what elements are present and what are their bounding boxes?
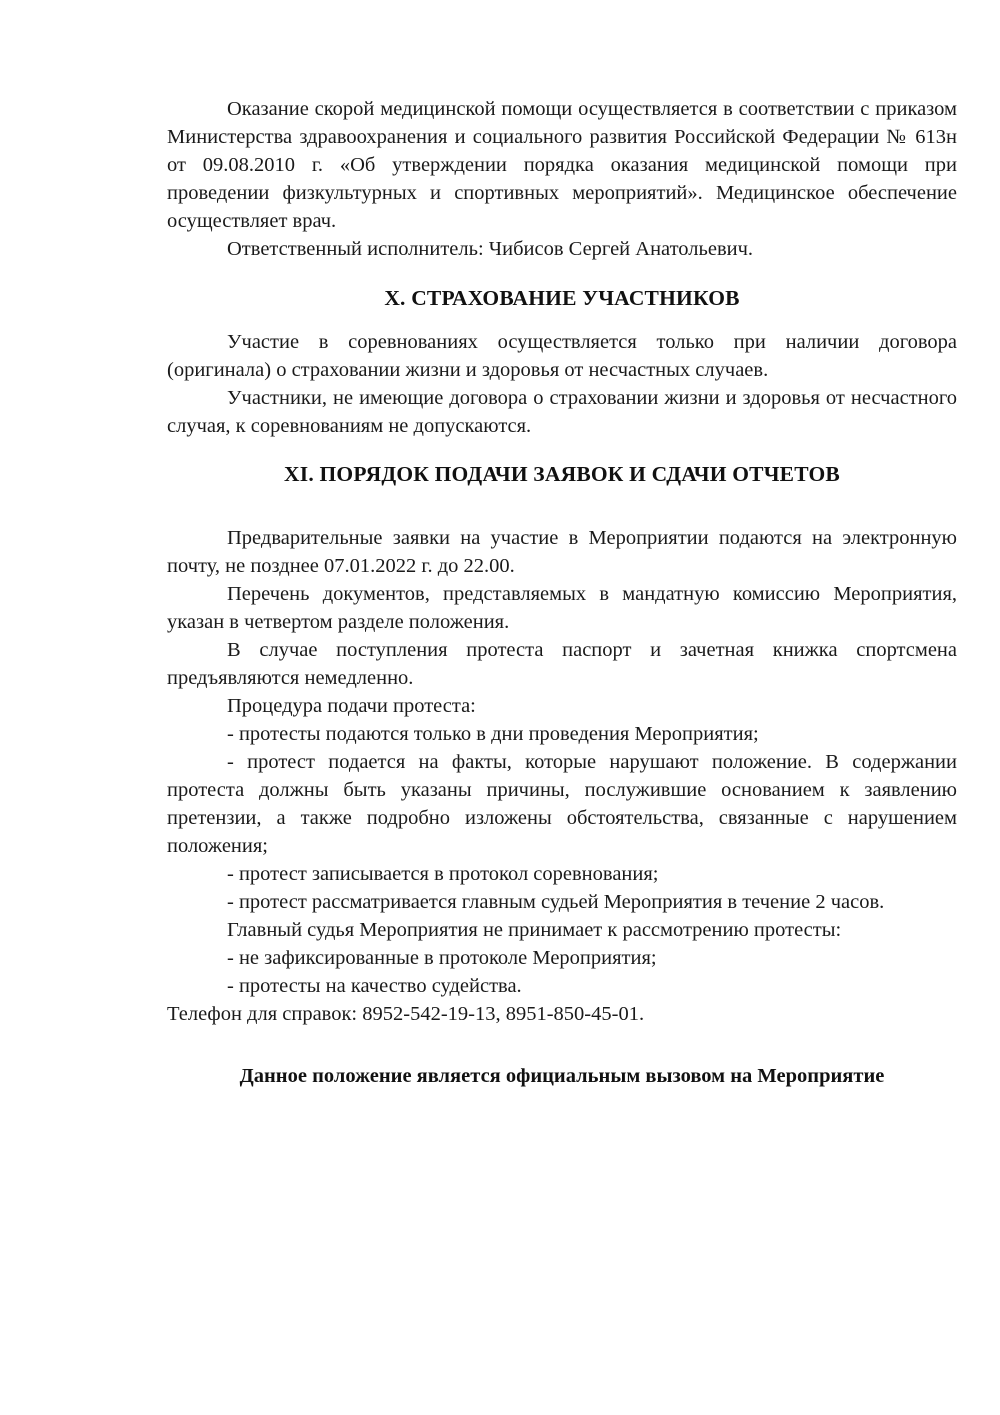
medical-paragraph: Оказание скорой медицинской помощи осуществляется в соответствии с приказом Министерства здравоохранения и социального развития Российской Федерации № 613н от 09.08.2010 г. «Об утверждении порядка оказания медицинской помощи при проведении физкультурных и спортивных мероприятий». Медицинское обеспечение осуществляет врач.	[167, 98, 957, 232]
protest-documents-paragraph: В случае поступления протеста паспорт и зачетная книжка спортсмена предъявляются немедленно.	[167, 639, 957, 689]
not-accepted-intro: Главный судья Мероприятия не принимает к рассмотрению протесты:	[227, 919, 842, 941]
insurance-paragraph: Участие в соревнованиях осуществляется только при наличии договора (оригинала) о страховании жизни и здоровья от несчастных случаев.	[167, 331, 957, 381]
not-accepted-list	[167, 944, 957, 1000]
list-item: - протест записывается в протокол соревнования;	[227, 863, 659, 885]
documents-paragraph: Перечень документов, представляемых в мандатную комиссию Мероприятия, указан в четвертом разделе положения.	[167, 583, 957, 633]
list-item: - протест подается на факты, которые нарушают положение. В содержании протеста должны быть указаны причины, послужившие основанием к заявлению претензии, а также подробно изложены обстоятельства, связанные с нарушением положения;	[167, 751, 957, 857]
list-item: - протест рассматривается главным судьей Мероприятия в течение 2 часов.	[227, 891, 885, 913]
responsible-person: Ответственный исполнитель: Чибисов Сергей Анатольевич.	[227, 238, 754, 260]
insurance-paragraph: Участники, не имеющие договора о страховании жизни и здоровья от несчастного случая, к соревнованиям не допускаются.	[167, 387, 957, 437]
section-xi-heading: XI. ПОРЯДОК ПОДАЧИ ЗАЯВОК И СДАЧИ ОТЧЕТОВ	[284, 462, 840, 486]
list-item: - не зафиксированные в протоколе Мероприятия;	[227, 947, 657, 969]
applications-paragraph: Предварительные заявки на участие в Мероприятии подаются на электронную почту, не позднее 07.01.2022 г. до 22.00.	[167, 527, 957, 577]
section-x-heading: X. СТРАХОВАНИЕ УЧАСТНИКОВ	[384, 286, 740, 310]
list-item: - протесты на качество судейства.	[227, 975, 522, 997]
closing-statement: Данное положение является официальным вызовом на Мероприятие	[239, 1065, 885, 1087]
phone-line: Телефон для справок: 8952-542-19-13, 8951-850-45-01.	[167, 1003, 645, 1025]
document-page	[167, 95, 957, 1111]
list-item: - протесты подаются только в дни проведения Мероприятия;	[227, 723, 759, 745]
protest-rules-list	[167, 720, 957, 916]
protest-procedure-intro: Процедура подачи протеста:	[227, 695, 476, 717]
